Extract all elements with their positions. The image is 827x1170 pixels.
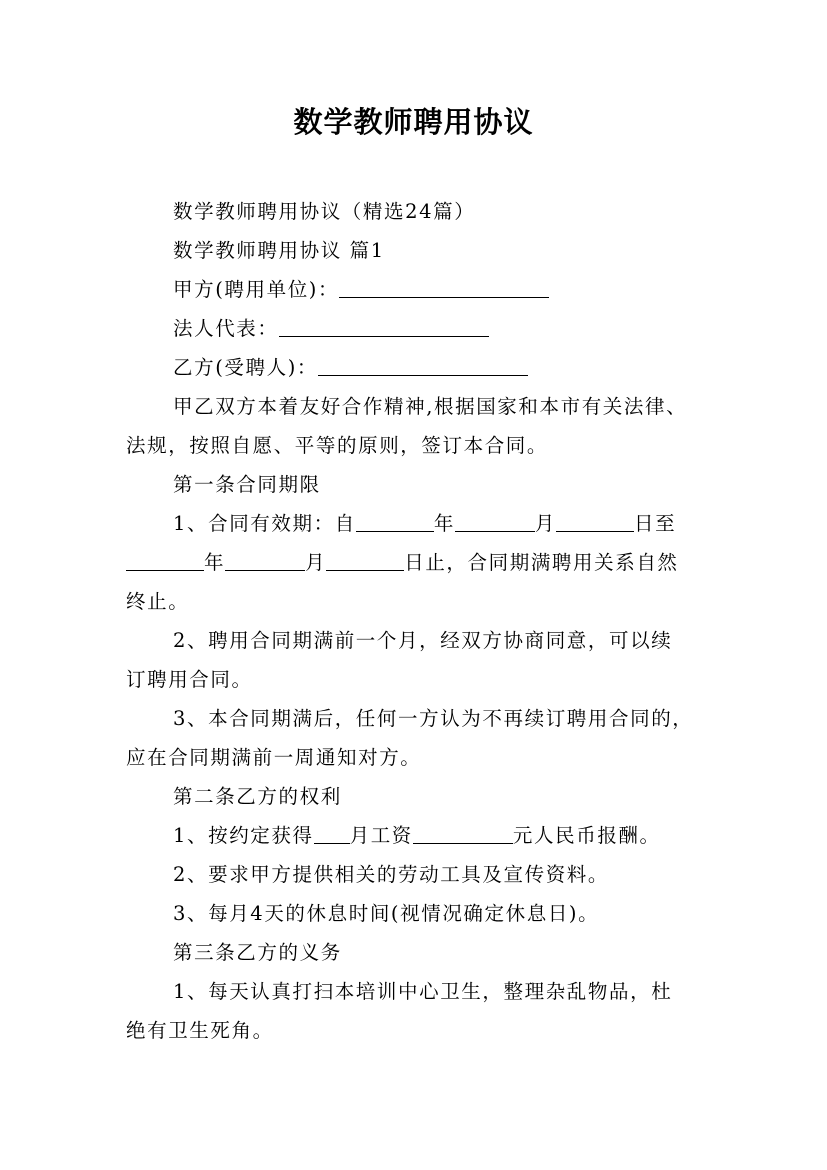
text-segment: 日止，合同期满聘用关系自然 xyxy=(404,551,679,574)
article-1-title: 第一条合同期限 xyxy=(173,473,321,496)
party-b-blank xyxy=(318,355,528,376)
article-3-title: 第三条乙方的义务 xyxy=(173,941,342,964)
legal-rep-blank xyxy=(279,316,489,337)
article-1-item-3-line2: 应在合同期满前一周通知对方。 xyxy=(126,746,422,769)
party-a-blank xyxy=(339,277,549,298)
article-1-item-2-line1: 2、聘用合同期满前一个月，经双方协商同意，可以续 xyxy=(173,629,673,652)
salary-blank xyxy=(413,823,513,844)
legal-rep-line xyxy=(173,314,489,344)
article-1-item-1-line1 xyxy=(173,509,676,539)
article-2-item-1 xyxy=(173,821,661,851)
month-blank xyxy=(225,550,305,571)
party-b-line xyxy=(173,353,528,383)
document-title: 数学教师聘用协议 xyxy=(293,105,534,139)
day-blank xyxy=(326,550,404,571)
article-2-item-2: 2、要求甲方提供相关的劳动工具及宣传资料。 xyxy=(173,863,610,886)
text-segment: 月 xyxy=(305,551,327,574)
text-segment: 1、合同有效期：自 xyxy=(173,512,356,535)
party-b-label: 乙方(受聘人)： xyxy=(173,356,319,379)
text-segment: 元人民币报酬。 xyxy=(512,824,661,847)
party-a-label: 甲方(聘用单位)： xyxy=(173,278,340,301)
article-3-item-1-line2: 绝有卫生死角。 xyxy=(126,1019,274,1042)
article-3-item-1-line1: 1、每天认真打扫本培训中心卫生，整理杂乱物品，杜 xyxy=(173,980,673,1003)
text-segment: 1、按约定获得 xyxy=(173,824,314,847)
party-a-line xyxy=(173,275,549,305)
legal-rep-label: 法人代表： xyxy=(173,317,279,340)
text-segment: 年 xyxy=(433,512,455,535)
month-blank xyxy=(455,511,535,532)
subtitle: 数学教师聘用协议（精选24篇） xyxy=(173,200,476,223)
article-1-item-3-line1: 3、本合同期满后，任何一方认为不再续订聘用合同的， xyxy=(173,707,694,730)
text-segment: 日至 xyxy=(634,512,677,535)
article-1-item-2-line2: 订聘用合同。 xyxy=(126,668,253,691)
section-heading: 数学教师聘用协议 篇1 xyxy=(173,239,385,262)
year-blank xyxy=(356,511,434,532)
text-segment: 年 xyxy=(204,551,226,574)
article-1-item-1-line3: 终止。 xyxy=(126,590,190,613)
text-segment: 月 xyxy=(534,512,557,535)
article-1-item-1-line2 xyxy=(126,548,679,578)
article-2-title: 第二条乙方的权利 xyxy=(173,785,342,808)
day-blank xyxy=(556,511,634,532)
year-blank xyxy=(126,550,204,571)
intro-paragraph-line1: 甲乙双方本着友好合作精神,根据国家和本市有关法律、 xyxy=(173,395,688,418)
text-segment: 月工资 xyxy=(349,824,413,847)
intro-paragraph-line2: 法规，按照自愿、平等的原则，签订本合同。 xyxy=(126,434,549,457)
months-blank xyxy=(314,823,350,844)
article-2-item-3: 3、每月4天的休息时间(视情况确定休息日)。 xyxy=(173,902,600,925)
